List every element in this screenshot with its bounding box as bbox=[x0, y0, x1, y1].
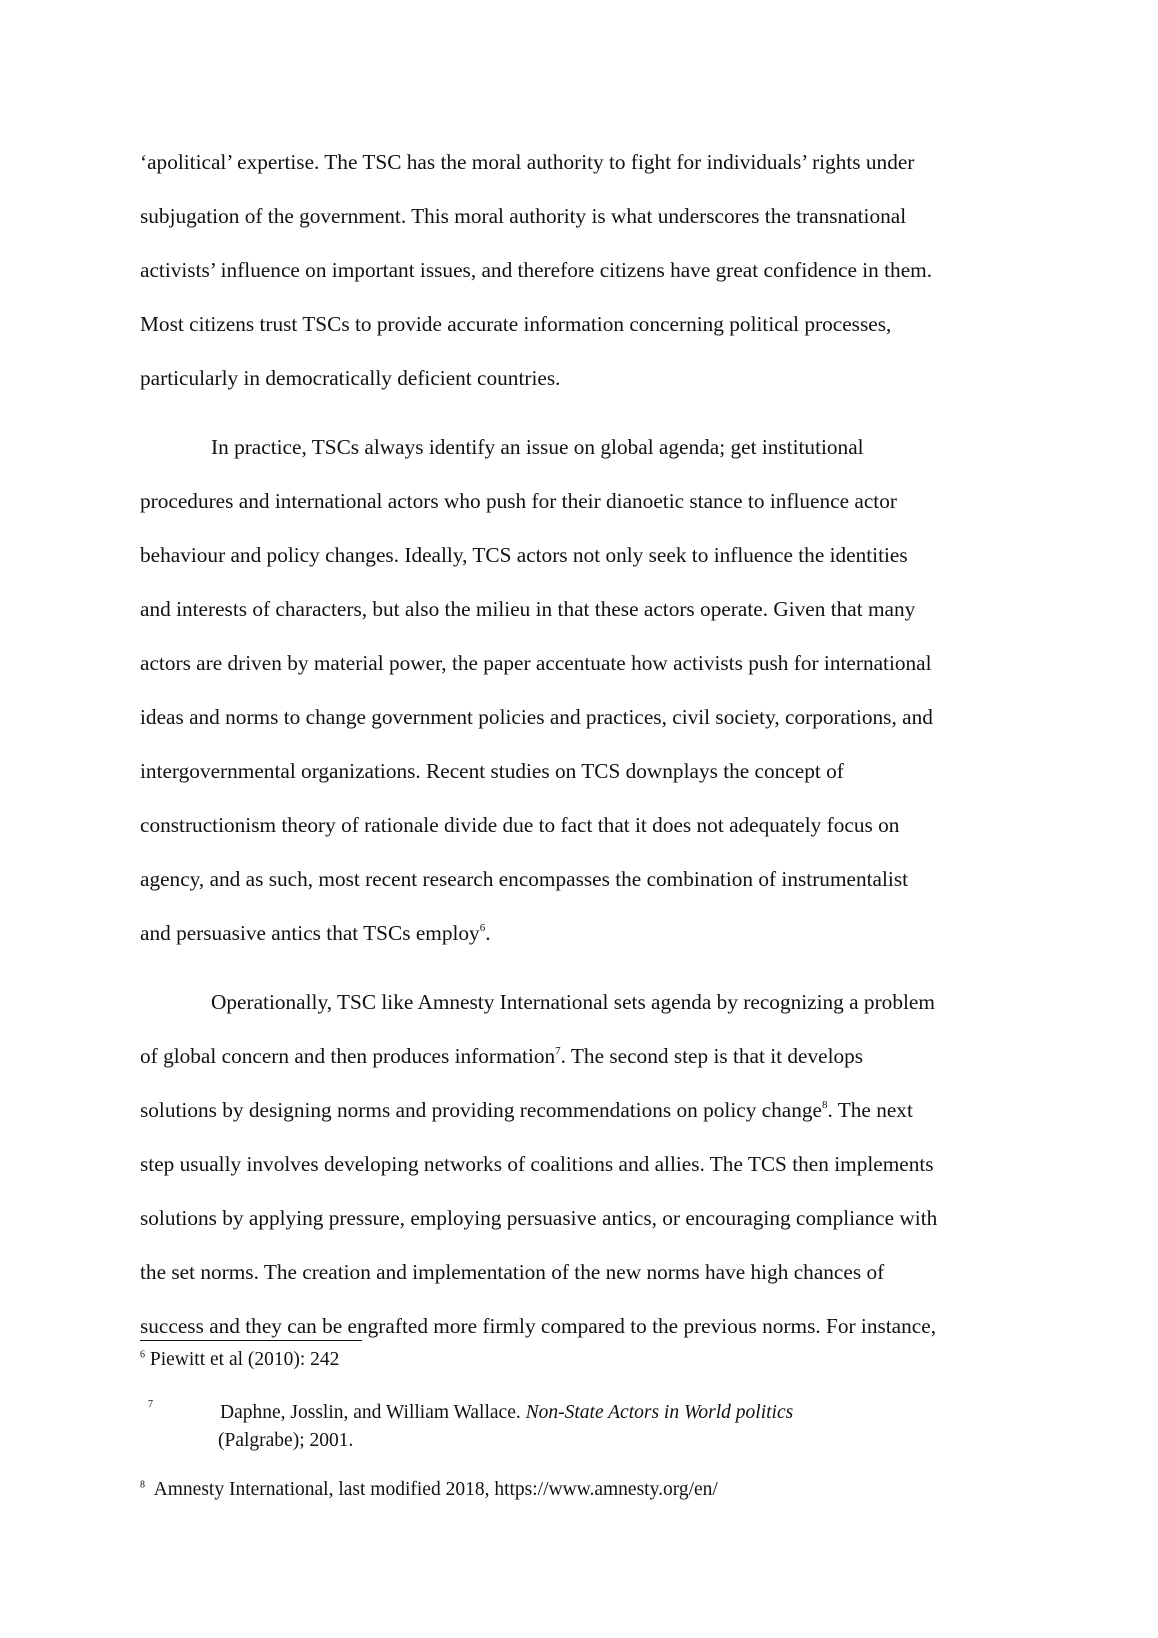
footnote-mark: 6 bbox=[140, 1349, 145, 1361]
paragraph-3 bbox=[140, 975, 1020, 1353]
document-page: ‘apolitical’ expertise. The TSC has the moral authority to fight for individuals’ rights under subjugation of the government. This moral authority is what underscores the transnational activists’ influence on important issues, and therefore citizens have great confidence in them. Most citizens trust TSCs to provide accurate information concerning political processes, particularly in democratically deficient countries. In practice, TSCs always identify an issue on global agenda; get institutional procedures and international actors who push for their dianoetic stance to influence actor behaviour and policy changes. Ideally, TCS actors not only seek to influence the identities and interests of characters, but also the milieu in that these actors operate. Given that many actors are driven by material power, the paper accentuate how activists push for international ideas and norms to change government policies and practices, civil society, corporations, and intergovernmental organizations. Recent studies on TCS downplays the concept of constructionism theory of rationale divide due to fact that it does not adequately focus on agency, and as such, most recent research encompasses the combination of instrumentalist and persuasive antics that TSCs employ$^6$. Operationally, TSC like Amnesty International sets agenda by recognizing a problem of global concern and then produces information$^7$. The second step is that it develops solutions by designing norms and providing recommendations on policy change$^8$. The next step usually involves developing networks of coalitions and allies. The TCS then implements solutions by applying pressure, employing persuasive antics, or encouraging compliance with the set norms. The creation and implementation of the new norms have high chances of success and they can be engrafted more firmly compared to the previous norms. For instance, $^6$ Piewitt et al (2010): 242 7 Daphne, Josslin, and William Wallace. Non-State Actors in World politics (Palgrabe); 2001. $^8$ Amnesty International, last modified 2018, https://www.amnesty.org/en/ bbox=[0, 0, 1158, 1638]
text-line: behaviour and policy changes. Ideally, TCS actors not only seek to influence the identities bbox=[140, 543, 908, 567]
footnote-body bbox=[218, 1399, 793, 1455]
footnote-ref-8[interactable]: 8 bbox=[822, 1098, 828, 1111]
text-line: activists’ influence on important issues, and therefore citizens have great confidence in them. bbox=[140, 258, 933, 282]
text-line bbox=[140, 1029, 1020, 1083]
text-line: and interests of characters, but also the milieu in that these actors operate. Given that many bbox=[140, 597, 916, 621]
text-line: agency, and as such, most recent research encompasses the combination of instrumentalist bbox=[140, 867, 909, 891]
text-line: actors are driven by material power, the paper accentuate how activists push for international bbox=[140, 651, 932, 675]
footnote-mark: 8 bbox=[140, 1479, 145, 1491]
footnote-separator bbox=[140, 1340, 362, 1341]
footnote-ref-6[interactable]: 6 bbox=[479, 921, 486, 934]
footnote-text: Amnesty International, last modified 2018, https://www.amnesty.org/en/ bbox=[145, 1479, 718, 1500]
footnote-title: Non-State Actors in World politics bbox=[525, 1402, 794, 1423]
text-fragment: . The second step is that it develops bbox=[560, 1044, 864, 1068]
text-fragment: . The next bbox=[827, 1098, 913, 1122]
text-fragment: of global concern and then produces information bbox=[140, 1044, 556, 1068]
text-line: the set norms. The creation and implementation of the new norms have high chances of bbox=[140, 1260, 885, 1284]
text-line: step usually involves developing networks of coalitions and allies. The TCS then implements bbox=[140, 1152, 934, 1176]
text-line: particularly in democratically deficient countries. bbox=[140, 366, 561, 390]
text-line: intergovernmental organizations. Recent studies on TCS downplays the concept of bbox=[140, 759, 844, 783]
body-text bbox=[140, 135, 1020, 1353]
text-line: success and they can be engrafted more firmly compared to the previous norms. For instance, bbox=[140, 1314, 937, 1338]
text-line: Most citizens trust TSCs to provide accurate information concerning political processes, bbox=[140, 312, 892, 336]
footnote-ref-7[interactable]: 7 bbox=[555, 1044, 561, 1057]
text-line: subjugation of the government. This moral authority is what underscores the transnational bbox=[140, 204, 907, 228]
text-fragment: solutions by designing norms and providing recommendations on policy change bbox=[140, 1098, 822, 1122]
text-line: ideas and norms to change government policies and practices, civil society, corporations, and bbox=[140, 705, 933, 729]
footnote-line bbox=[218, 1399, 793, 1427]
text-line: procedures and international actors who push for their dianoetic stance to influence actor bbox=[140, 489, 897, 513]
paragraph-2 bbox=[140, 420, 1020, 960]
text-fragment: . bbox=[485, 921, 491, 945]
text-line: constructionism theory of rationale divide due to fact that it does not adequately focus on bbox=[140, 813, 900, 837]
paragraph-1 bbox=[140, 135, 1020, 405]
text-line: ‘apolitical’ expertise. The TSC has the moral authority to fight for individuals’ rights under bbox=[140, 150, 915, 174]
text-line: Operationally, TSC like Amnesty International sets agenda by recognizing a problem bbox=[211, 990, 935, 1014]
footnote-6 bbox=[140, 1346, 339, 1374]
footnote-authors: Daphne, Josslin, and William Wallace. bbox=[220, 1402, 526, 1423]
footnote-8 bbox=[140, 1476, 718, 1504]
footnote-publisher: (Palgrabe); 2001. bbox=[218, 1430, 354, 1451]
text-line: solutions by applying pressure, employing persuasive antics, or encouraging compliance with bbox=[140, 1206, 938, 1230]
text-fragment: and persuasive antics that TSCs employ bbox=[140, 921, 480, 945]
footnote-text: Piewitt et al (2010): 242 bbox=[145, 1349, 340, 1370]
text-line bbox=[140, 1083, 1020, 1137]
text-line bbox=[140, 906, 1020, 960]
text-line: In practice, TSCs always identify an issue on global agenda; get institutional bbox=[211, 435, 864, 459]
